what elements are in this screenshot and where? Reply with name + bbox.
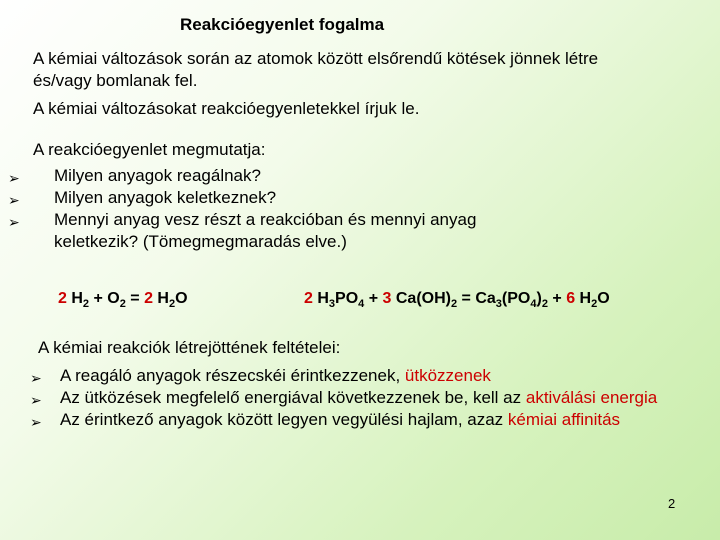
formula-part: H bbox=[312, 290, 329, 307]
coefficient: 3 bbox=[382, 290, 392, 307]
coefficient: 2 bbox=[304, 290, 313, 307]
arrow-bullet-icon: ➢ bbox=[30, 370, 42, 386]
question-text: Milyen anyagok keletkeznek? bbox=[54, 188, 277, 207]
formula-part: ) bbox=[536, 290, 542, 307]
slide-title: Reakcióegyenlet fogalma bbox=[180, 15, 385, 34]
paragraph-line: A kémiai változások során az atomok között elsőrendű kötések jönnek létre bbox=[33, 49, 599, 68]
subscript: 2 bbox=[591, 298, 598, 310]
coefficient: 2 bbox=[58, 290, 67, 307]
formula-part: + bbox=[547, 290, 567, 307]
subscript: 2 bbox=[168, 298, 176, 310]
subscript: 4 bbox=[358, 298, 365, 310]
formula-part: PO bbox=[335, 290, 359, 307]
subscript: 2 bbox=[450, 298, 458, 310]
formula-part: H bbox=[66, 290, 83, 307]
subscript: 4 bbox=[530, 298, 537, 310]
subscript: 3 bbox=[328, 298, 336, 310]
subscript: 2 bbox=[119, 298, 126, 310]
condition-text: Az érintkező anyagok között legyen vegyülési hajlam, azaz bbox=[60, 410, 508, 429]
formula-part: + bbox=[364, 290, 383, 307]
arrow-bullet-icon: ➢ bbox=[8, 170, 20, 186]
subscript: 3 bbox=[495, 298, 502, 310]
reaction-equation-1 bbox=[58, 290, 188, 308]
subscript: 2 bbox=[541, 298, 548, 310]
paragraph: A kémiai változásokat reakcióegyenletekkel írjuk le. bbox=[33, 99, 420, 118]
condition-highlight: aktiválási energia bbox=[525, 388, 658, 407]
formula-part: H bbox=[575, 290, 592, 307]
arrow-bullet-icon: ➢ bbox=[30, 414, 42, 430]
formula-part: = bbox=[125, 290, 145, 307]
paragraph-line: és/vagy bomlanak fel. bbox=[33, 71, 198, 90]
formula-part: H bbox=[152, 290, 169, 307]
formula-part: (PO bbox=[501, 290, 531, 307]
condition-highlight: ütközzenek bbox=[404, 366, 491, 385]
paragraph: A reakcióegyenlet megmutatja: bbox=[33, 140, 266, 159]
subscript: 2 bbox=[82, 298, 90, 310]
condition-text: Az ütközések megfelelő energiával következzenek be, kell az bbox=[60, 388, 526, 407]
conditions-title: A kémiai reakciók létrejöttének feltételei: bbox=[38, 338, 341, 357]
question-text: Mennyi anyag vesz részt a reakcióban és mennyi anyag bbox=[54, 210, 477, 229]
formula-part: = Ca bbox=[457, 290, 496, 307]
coefficient: 2 bbox=[144, 290, 153, 307]
arrow-bullet-icon: ➢ bbox=[30, 392, 42, 408]
question-text-continued: keletkezik? (Tömegmegmaradás elve.) bbox=[54, 232, 347, 251]
question-text: Milyen anyagok reagálnak? bbox=[54, 166, 261, 185]
formula-part: + O bbox=[89, 290, 120, 307]
reaction-equation-2 bbox=[304, 290, 610, 308]
formula-part: Ca(OH) bbox=[391, 290, 451, 307]
formula-part: O bbox=[597, 290, 610, 307]
condition-text: A reagáló anyagok részecskéi érintkezzenek, bbox=[60, 366, 405, 385]
condition-highlight: kémiai affinitás bbox=[507, 410, 621, 429]
page-number: 2 bbox=[668, 496, 676, 511]
arrow-bullet-icon: ➢ bbox=[8, 192, 20, 208]
arrow-bullet-icon: ➢ bbox=[8, 214, 20, 230]
coefficient: 6 bbox=[566, 290, 576, 307]
formula-part: O bbox=[175, 290, 188, 307]
